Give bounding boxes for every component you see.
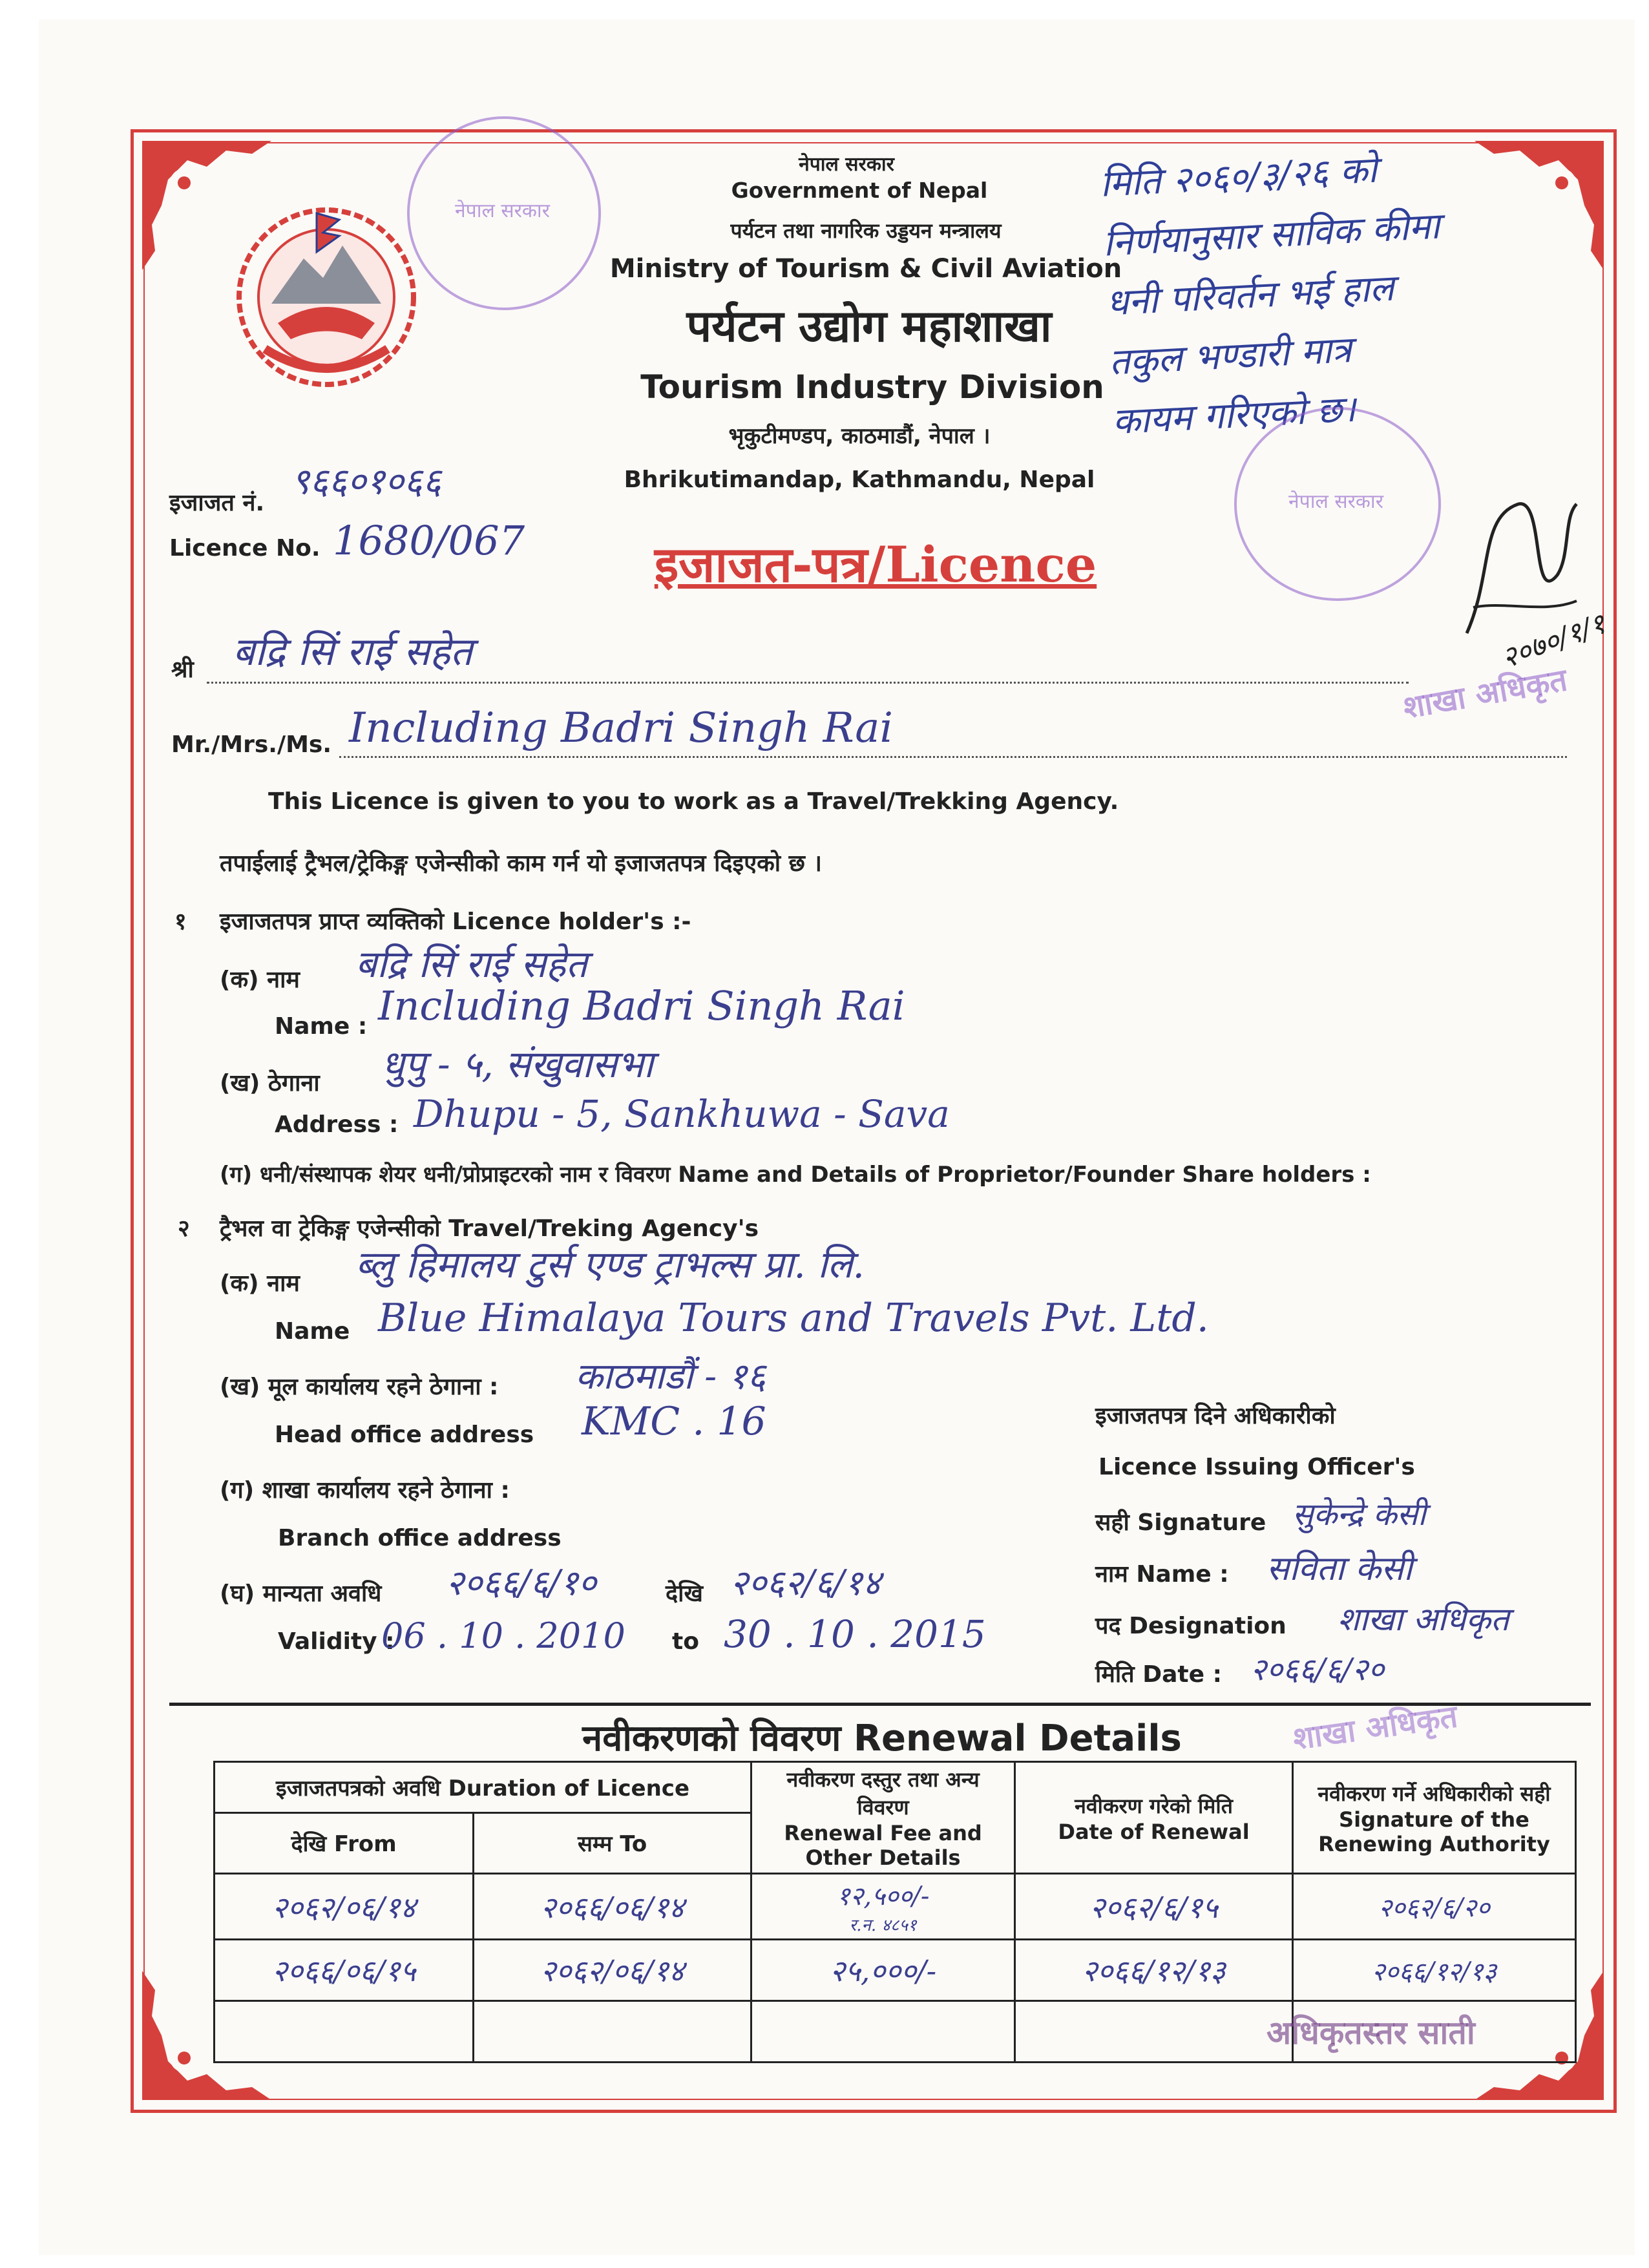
s2-branch-en-label: Branch office address xyxy=(278,1525,562,1551)
row2-to: २०६२/०६/१४ xyxy=(474,1940,751,2001)
s2-name-en-label: Name xyxy=(275,1318,350,1345)
row1-from: २०६२/०६/१४ xyxy=(215,1874,474,1940)
renewal-heading: नवीकरणको विवरण Renewal Details xyxy=(582,1717,1182,1759)
place-en: Bhrikutimandap, Kathmandu, Nepal xyxy=(624,467,1095,493)
col-sig-en: Signature of the Renewing Authority xyxy=(1318,1807,1550,1856)
margin-note-line-3: धनी परिवर्तन भई हाल xyxy=(1105,267,1395,324)
table-row xyxy=(215,1940,1576,2001)
officer-signature-value: सुकेन्द्रे केसी xyxy=(1292,1496,1426,1533)
shri-dotted-line xyxy=(207,682,1409,684)
col-fee-en: Renewal Fee and Other Details xyxy=(784,1821,982,1870)
col-sig-np: नवीकरण गर्ने अधिकारीको सही xyxy=(1318,1781,1551,1806)
s2-validity-en-label: Validity : xyxy=(278,1628,395,1655)
margin-note-line-5: कायम गरिएको छ। xyxy=(1111,388,1357,443)
margin-note-line-4: तकुल भण्डारी मात्र xyxy=(1108,328,1353,384)
officer-signature-label: सही Signature xyxy=(1095,1509,1266,1536)
margin-date-stamp: २०७०/१/१ xyxy=(1497,607,1610,675)
shri-value: बद्रि सिं राई सहेत xyxy=(233,629,473,675)
s2-validity-np-to: २०६२/६/१४ xyxy=(730,1562,881,1603)
row3-from xyxy=(215,2001,474,2063)
s2-head-en-label: Head office address xyxy=(275,1422,534,1448)
s2-name-np-value: ब्लु हिमालय टुर्स एण्ड ट्राभल्स प्रा. लि. xyxy=(355,1243,865,1286)
officer-name-label: नाम Name : xyxy=(1095,1561,1229,1588)
ministry-np: पर्यटन तथा नागरिक उड्डयन मन्त्रालय xyxy=(730,218,1002,243)
s2-validity-np-from: २०६६/६/१० xyxy=(446,1562,596,1603)
row2-from: २०६६/०६/१५ xyxy=(215,1940,474,2001)
margin-note-line-1: मिति २०६०/३/२६ को xyxy=(1098,149,1378,205)
section1-number: १ xyxy=(174,908,187,935)
mr-value: Including Badri Singh Rai xyxy=(349,704,893,752)
officer-date-value: २०६६/६/२० xyxy=(1250,1652,1385,1688)
s1-name-np-label: (क) नाम xyxy=(220,967,300,993)
licence-no-en-value: 1680/067 xyxy=(333,517,525,564)
col-date xyxy=(1015,1762,1293,1874)
section1-heading: इजाजतपत्र प्राप्त व्यक्तिको Licence holder's :- xyxy=(220,908,691,935)
stamp-seal-right-text: नेपाल सरकार xyxy=(1288,490,1383,513)
stamp-seal-right xyxy=(1234,407,1441,601)
division-np: पर्यटन उद्योग महाशाखा xyxy=(686,301,1052,352)
col-date-en: Date of Renewal xyxy=(1058,1819,1250,1844)
row2-date: २०६६/१२/१३ xyxy=(1015,1940,1293,2001)
shri-label: श्री xyxy=(171,656,194,683)
licence-no-en-label: Licence No. xyxy=(169,535,320,562)
officer-heading-en: Licence Issuing Officer's xyxy=(1098,1454,1415,1480)
stamp-shakha-bottom: शाखा अधिकृत xyxy=(1290,1698,1460,1758)
col-date-np: नवीकरण गरेको मिति xyxy=(1075,1793,1233,1818)
corner-ornament-top-right xyxy=(1475,141,1604,270)
stamp-bottom: अधिकृतस्तर साती xyxy=(1266,2014,1475,2052)
licence-no-np-value: ९६६०१०६६ xyxy=(291,461,441,503)
s2-branch-np-label: (ग) शाखा कार्यालय रहने ठेगाना : xyxy=(220,1477,510,1504)
s1-address-np-value: धुपु - ५, संखुवासभा xyxy=(381,1042,654,1086)
s1-name-en-label: Name : xyxy=(275,1013,368,1040)
s2-name-en-value: Blue Himalaya Tours and Travels Pvt. Ltd. xyxy=(378,1296,1209,1341)
table-row xyxy=(215,1874,1576,1940)
row3-to xyxy=(474,2001,751,2063)
margin-note xyxy=(1098,138,1451,452)
s2-validity-en-from: 06 . 10 . 2010 xyxy=(381,1615,625,1656)
renewal-header-row xyxy=(215,1762,1576,1813)
statement-en: This Licence is given to you to work as a Travel/Trekking Agency. xyxy=(268,788,1119,815)
col-fee-np: नवीकरण दस्तुर तथा अन्य विवरण xyxy=(786,1767,980,1820)
officer-heading-np: इजाजतपत्र दिने अधिकारीको xyxy=(1095,1403,1336,1429)
s2-name-np-label: (क) नाम xyxy=(220,1270,300,1297)
row1-signature: २०६२/६/२० xyxy=(1292,1874,1575,1940)
margin-note-line-2: निर्णयानुसार साविक कीमा xyxy=(1102,205,1441,265)
s2-head-np-label: (ख) मूल कार्यालय रहने ठेगाना : xyxy=(220,1374,499,1400)
row1-date: २०६२/६/१५ xyxy=(1015,1874,1293,1940)
s1-address-en-value: Dhupu - 5, Sankhuwa - Sava xyxy=(414,1092,950,1136)
s1-name-en-value: Including Badri Singh Rai xyxy=(378,982,905,1029)
row1-fee-receipt: र.न. ४८५१ xyxy=(849,1916,917,1935)
government-emblem xyxy=(233,200,420,394)
s2-validity-en-mid: to xyxy=(672,1628,699,1655)
row3-fee xyxy=(751,2001,1015,2063)
col-fee xyxy=(751,1762,1015,1874)
stamp-shakha-top: शाखा अधिकृत xyxy=(1400,662,1570,726)
row1-fee xyxy=(751,1874,1015,1940)
gov-en: Government of Nepal xyxy=(731,178,988,203)
row3-date xyxy=(1015,2001,1293,2063)
s2-head-np-value: काठमाडौं - १६ xyxy=(575,1356,766,1398)
s1-address-np-label: (ख) ठेगाना xyxy=(220,1070,320,1097)
col-from: देखि From xyxy=(215,1812,474,1873)
officer-name-value: सविता केसी xyxy=(1266,1549,1413,1588)
mr-label: Mr./Mrs./Ms. xyxy=(171,731,332,758)
officer-designation-label: पद Designation xyxy=(1095,1613,1287,1639)
row2-signature: २०६६/१२/१३ xyxy=(1292,1940,1575,2001)
s2-validity-np-label: (घ) मान्यता अवधि xyxy=(220,1580,382,1607)
s2-head-en-value: KMC . 16 xyxy=(582,1399,766,1444)
col-duration: इजाजतपत्रको अवधि Duration of Licence xyxy=(215,1762,751,1813)
col-to: सम्म To xyxy=(474,1812,751,1873)
stamp-seal-left-text: नेपाल सरकार xyxy=(455,200,550,222)
section2-number: २ xyxy=(178,1215,190,1242)
s1-address-en-label: Address : xyxy=(275,1111,399,1138)
officer-designation-value: शाखा अधिकृत xyxy=(1338,1601,1509,1638)
division-en: Tourism Industry Division xyxy=(640,368,1104,406)
stamp-seal-left xyxy=(407,116,601,310)
s1-name-np-value: बद्रि सिं राई सहेत xyxy=(355,942,587,986)
section2-heading: ट्रैभल वा ट्रेकिङ्ग एजेन्सीको Travel/Treking Agency's xyxy=(220,1215,759,1242)
licence-no-np-label: इजाजत नं. xyxy=(169,490,265,516)
s1-proprietor-label: (ग) धनी/संस्थापक शेयर धनी/प्रोप्राइटरको नाम र विवरण Name and Details of Proprietor/Founder Share holders : xyxy=(220,1162,1371,1188)
s2-validity-np-mid: देखि xyxy=(666,1580,703,1607)
row2-fee: २५,०००/- xyxy=(751,1940,1015,2001)
s2-validity-en-to: 30 . 10 . 2015 xyxy=(724,1612,986,1656)
col-signature xyxy=(1292,1762,1575,1874)
place-np: भृकुटीमण्डप, काठमाडौं, नेपाल । xyxy=(728,423,991,449)
statement-np: तपाईलाई ट्रैभल/ट्रेकिङ्ग एजेन्सीको काम गर्न यो इजाजतपत्र दिइएको छ । xyxy=(220,850,823,877)
ministry-en: Ministry of Tourism & Civil Aviation xyxy=(609,254,1122,284)
licence-title: इजाजत-पत्र/Licence xyxy=(654,536,1097,593)
officer-date-label: मिति Date : xyxy=(1095,1661,1222,1688)
row1-to: २०६६/०६/१४ xyxy=(474,1874,751,1940)
row1-fee-amount: १२,५००/- xyxy=(836,1882,930,1911)
gov-np: नेपाल सरकार xyxy=(799,153,894,176)
mr-dotted-line xyxy=(339,756,1567,758)
